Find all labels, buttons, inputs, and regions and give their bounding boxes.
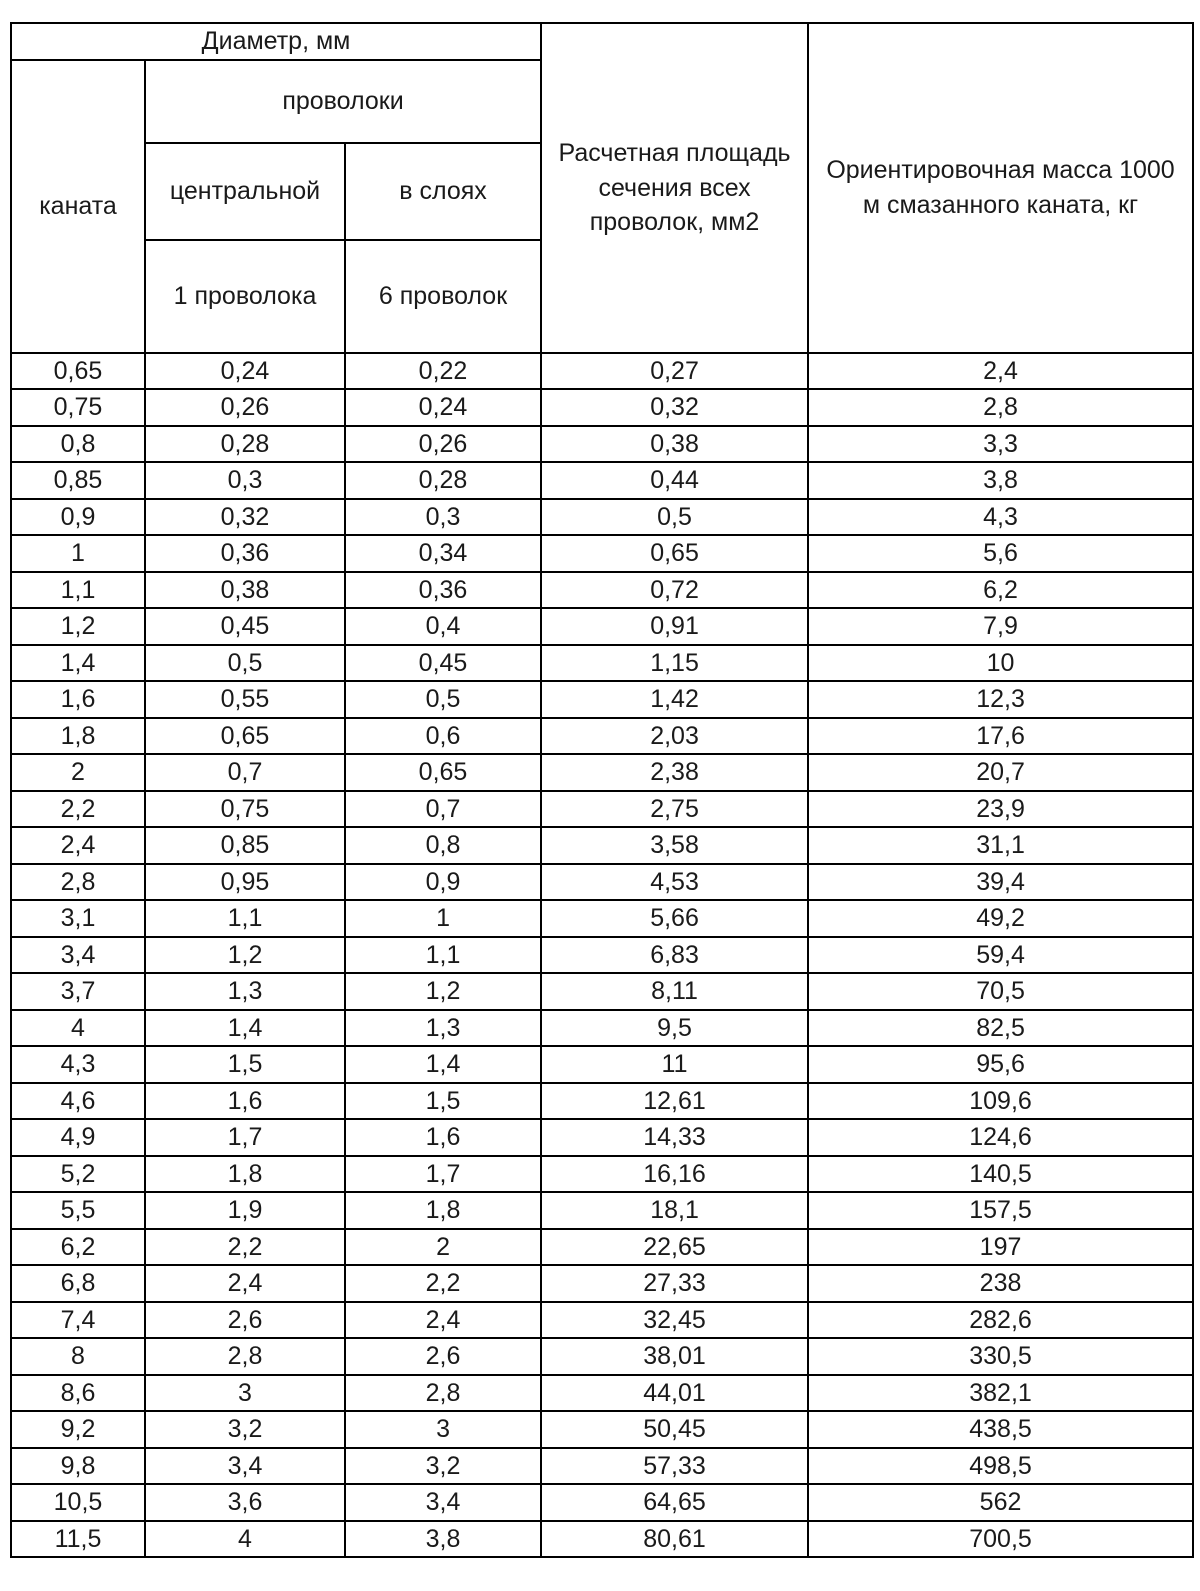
table-cell: 5,6 xyxy=(808,535,1193,572)
table-cell: 1,8 xyxy=(345,1192,541,1229)
table-row xyxy=(11,827,1193,864)
table-cell: 1,42 xyxy=(541,681,808,718)
table-row xyxy=(11,681,1193,718)
table-cell: 57,33 xyxy=(541,1448,808,1485)
table-cell: 3,2 xyxy=(145,1411,345,1448)
table-cell: 2,75 xyxy=(541,791,808,828)
table-cell: 0,32 xyxy=(541,389,808,426)
table-cell: 4,9 xyxy=(11,1119,145,1156)
table-row xyxy=(11,1265,1193,1302)
table-cell: 1,6 xyxy=(345,1119,541,1156)
table-cell: 3,7 xyxy=(11,973,145,1010)
table-row xyxy=(11,572,1193,609)
table-header xyxy=(11,23,1193,353)
table-cell: 23,9 xyxy=(808,791,1193,828)
table-row xyxy=(11,389,1193,426)
table-cell: 8,6 xyxy=(11,1375,145,1412)
table-cell: 5,5 xyxy=(11,1192,145,1229)
table-cell: 1,1 xyxy=(11,572,145,609)
table-cell: 16,16 xyxy=(541,1156,808,1193)
table-cell: 6,2 xyxy=(808,572,1193,609)
table-cell: 7,4 xyxy=(11,1302,145,1339)
table-row xyxy=(11,791,1193,828)
header-section-area: Расчетная площадь сечения всех проволок, мм2 xyxy=(541,23,808,353)
table-cell: 59,4 xyxy=(808,937,1193,974)
table-cell: 2,4 xyxy=(145,1265,345,1302)
header-one-wire: 1 проволока xyxy=(145,240,345,353)
table-cell: 0,38 xyxy=(145,572,345,609)
table-cell: 14,33 xyxy=(541,1119,808,1156)
table-cell: 12,61 xyxy=(541,1083,808,1120)
table-row xyxy=(11,973,1193,1010)
table-cell: 9,8 xyxy=(11,1448,145,1485)
table-cell: 4 xyxy=(145,1521,345,1558)
table-cell: 3 xyxy=(145,1375,345,1412)
table-cell: 27,33 xyxy=(541,1265,808,1302)
table-cell: 1,9 xyxy=(145,1192,345,1229)
table-cell: 80,61 xyxy=(541,1521,808,1558)
table-cell: 0,9 xyxy=(11,499,145,536)
table-cell: 2,2 xyxy=(11,791,145,828)
table-row xyxy=(11,1156,1193,1193)
table-cell: 1,6 xyxy=(145,1083,345,1120)
table-cell: 562 xyxy=(808,1484,1193,1521)
table-row xyxy=(11,462,1193,499)
table-row xyxy=(11,1484,1193,1521)
table-cell: 0,91 xyxy=(541,608,808,645)
table-cell: 1,4 xyxy=(145,1010,345,1047)
table-row xyxy=(11,937,1193,974)
table-cell: 0,65 xyxy=(541,535,808,572)
table-row xyxy=(11,754,1193,791)
table-cell: 0,38 xyxy=(541,426,808,463)
table-cell: 2,4 xyxy=(11,827,145,864)
table-cell: 1,2 xyxy=(11,608,145,645)
table-cell: 157,5 xyxy=(808,1192,1193,1229)
table-cell: 3,4 xyxy=(11,937,145,974)
table-cell: 2,6 xyxy=(345,1338,541,1375)
table-cell: 0,5 xyxy=(541,499,808,536)
table-cell: 2,4 xyxy=(808,353,1193,390)
table-row xyxy=(11,426,1193,463)
table-row xyxy=(11,864,1193,901)
table-body xyxy=(11,353,1193,1558)
table-cell: 1,2 xyxy=(145,937,345,974)
table-row xyxy=(11,353,1193,390)
table-row xyxy=(11,499,1193,536)
header-central-wire: центральной xyxy=(145,143,345,240)
table-cell: 10 xyxy=(808,645,1193,682)
table-cell: 0,24 xyxy=(345,389,541,426)
table-cell: 0,32 xyxy=(145,499,345,536)
table-cell: 0,85 xyxy=(11,462,145,499)
table-cell: 0,36 xyxy=(145,535,345,572)
table-cell: 2,8 xyxy=(145,1338,345,1375)
table-cell: 4 xyxy=(11,1010,145,1047)
table-cell: 0,3 xyxy=(145,462,345,499)
table-cell: 3,1 xyxy=(11,900,145,937)
table-cell: 0,8 xyxy=(345,827,541,864)
table-cell: 1,4 xyxy=(345,1046,541,1083)
table-cell: 1,7 xyxy=(145,1119,345,1156)
table-cell: 4,53 xyxy=(541,864,808,901)
table-cell: 3,8 xyxy=(808,462,1193,499)
table-cell: 0,7 xyxy=(345,791,541,828)
table-cell: 2 xyxy=(11,754,145,791)
table-cell: 6,83 xyxy=(541,937,808,974)
header-rope-diameter: каната xyxy=(11,60,145,353)
header-six-wires: 6 проволок xyxy=(345,240,541,353)
table-cell: 49,2 xyxy=(808,900,1193,937)
table-cell: 700,5 xyxy=(808,1521,1193,1558)
table-cell: 70,5 xyxy=(808,973,1193,1010)
table-cell: 95,6 xyxy=(808,1046,1193,1083)
table-cell: 0,28 xyxy=(345,462,541,499)
table-cell: 6,2 xyxy=(11,1229,145,1266)
table-cell: 0,26 xyxy=(145,389,345,426)
table-row xyxy=(11,1192,1193,1229)
table-cell: 38,01 xyxy=(541,1338,808,1375)
header-wires-group: проволоки xyxy=(145,60,541,143)
table-row xyxy=(11,1083,1193,1120)
table-cell: 3,4 xyxy=(345,1484,541,1521)
table-cell: 0,45 xyxy=(145,608,345,645)
table-cell: 1,8 xyxy=(145,1156,345,1193)
table-cell: 0,28 xyxy=(145,426,345,463)
table-cell: 11 xyxy=(541,1046,808,1083)
table-cell: 6,8 xyxy=(11,1265,145,1302)
table-cell: 4,3 xyxy=(11,1046,145,1083)
table-row xyxy=(11,1302,1193,1339)
table-cell: 8 xyxy=(11,1338,145,1375)
table-cell: 382,1 xyxy=(808,1375,1193,1412)
table-cell: 0,34 xyxy=(345,535,541,572)
table-cell: 197 xyxy=(808,1229,1193,1266)
table-cell: 17,6 xyxy=(808,718,1193,755)
table-cell: 0,24 xyxy=(145,353,345,390)
table-cell: 3,8 xyxy=(345,1521,541,1558)
table-cell: 0,75 xyxy=(145,791,345,828)
table-cell: 5,2 xyxy=(11,1156,145,1193)
table-cell: 1,5 xyxy=(145,1046,345,1083)
table-cell: 2,2 xyxy=(345,1265,541,1302)
table-cell: 5,66 xyxy=(541,900,808,937)
table-cell: 0,8 xyxy=(11,426,145,463)
header-diameter-group: Диаметр, мм xyxy=(11,23,541,60)
table-cell: 31,1 xyxy=(808,827,1193,864)
table-cell: 3 xyxy=(345,1411,541,1448)
table-cell: 2,38 xyxy=(541,754,808,791)
table-cell: 0,65 xyxy=(345,754,541,791)
table-cell: 282,6 xyxy=(808,1302,1193,1339)
table-cell: 1,2 xyxy=(345,973,541,1010)
table-row xyxy=(11,1229,1193,1266)
wire-rope-table xyxy=(10,22,1194,1558)
table-cell: 1,3 xyxy=(145,973,345,1010)
table-cell: 238 xyxy=(808,1265,1193,1302)
table-cell: 438,5 xyxy=(808,1411,1193,1448)
table-cell: 12,3 xyxy=(808,681,1193,718)
table-row xyxy=(11,1411,1193,1448)
table-cell: 2,03 xyxy=(541,718,808,755)
table-cell: 2,6 xyxy=(145,1302,345,1339)
table-cell: 18,1 xyxy=(541,1192,808,1229)
table-cell: 64,65 xyxy=(541,1484,808,1521)
table-cell: 2,8 xyxy=(345,1375,541,1412)
table-cell: 9,5 xyxy=(541,1010,808,1047)
table-cell: 0,3 xyxy=(345,499,541,536)
table-row xyxy=(11,1119,1193,1156)
table-cell: 32,45 xyxy=(541,1302,808,1339)
table-cell: 3,4 xyxy=(145,1448,345,1485)
table-row xyxy=(11,608,1193,645)
table-cell: 2,4 xyxy=(345,1302,541,1339)
table-cell: 22,65 xyxy=(541,1229,808,1266)
table-cell: 3,2 xyxy=(345,1448,541,1485)
table-cell: 4,6 xyxy=(11,1083,145,1120)
table-cell: 2,2 xyxy=(145,1229,345,1266)
table-cell: 0,72 xyxy=(541,572,808,609)
table-row xyxy=(11,645,1193,682)
table-cell: 1,6 xyxy=(11,681,145,718)
header-row-diameter xyxy=(11,23,1193,60)
table-cell: 2,8 xyxy=(11,864,145,901)
table-cell: 9,2 xyxy=(11,1411,145,1448)
table-cell: 0,22 xyxy=(345,353,541,390)
table-cell: 1 xyxy=(11,535,145,572)
table-cell: 0,95 xyxy=(145,864,345,901)
header-layer-wires: в слоях xyxy=(345,143,541,240)
table-cell: 0,55 xyxy=(145,681,345,718)
table-cell: 8,11 xyxy=(541,973,808,1010)
table-cell: 0,85 xyxy=(145,827,345,864)
table-cell: 1,15 xyxy=(541,645,808,682)
table-cell: 44,01 xyxy=(541,1375,808,1412)
table-cell: 0,6 xyxy=(345,718,541,755)
table-cell: 0,44 xyxy=(541,462,808,499)
table-row xyxy=(11,535,1193,572)
table-cell: 0,27 xyxy=(541,353,808,390)
table-cell: 1,8 xyxy=(11,718,145,755)
table-cell: 498,5 xyxy=(808,1448,1193,1485)
header-mass-per-1000m: Ориентировочная масса 1000 м смазанного каната, кг xyxy=(808,23,1193,353)
table-cell: 0,5 xyxy=(345,681,541,718)
table-cell: 10,5 xyxy=(11,1484,145,1521)
table-cell: 1,1 xyxy=(145,900,345,937)
table-row xyxy=(11,1010,1193,1047)
table-cell: 82,5 xyxy=(808,1010,1193,1047)
table-cell: 0,5 xyxy=(145,645,345,682)
table-cell: 0,75 xyxy=(11,389,145,426)
table-cell: 0,26 xyxy=(345,426,541,463)
table-cell: 330,5 xyxy=(808,1338,1193,1375)
table-cell: 0,4 xyxy=(345,608,541,645)
table-cell: 3,58 xyxy=(541,827,808,864)
table-cell: 1,3 xyxy=(345,1010,541,1047)
table-row xyxy=(11,900,1193,937)
table-cell: 0,36 xyxy=(345,572,541,609)
table-cell: 11,5 xyxy=(11,1521,145,1558)
table-cell: 1,5 xyxy=(345,1083,541,1120)
table-cell: 7,9 xyxy=(808,608,1193,645)
table-cell: 0,7 xyxy=(145,754,345,791)
table-cell: 0,65 xyxy=(11,353,145,390)
table-cell: 124,6 xyxy=(808,1119,1193,1156)
table-cell: 0,45 xyxy=(345,645,541,682)
table-cell: 3,3 xyxy=(808,426,1193,463)
table-row xyxy=(11,1046,1193,1083)
table-row xyxy=(11,718,1193,755)
table-cell: 50,45 xyxy=(541,1411,808,1448)
table-cell: 2 xyxy=(345,1229,541,1266)
table-cell: 1,4 xyxy=(11,645,145,682)
table-cell: 0,9 xyxy=(345,864,541,901)
table-row xyxy=(11,1521,1193,1558)
table-row xyxy=(11,1375,1193,1412)
table-row xyxy=(11,1338,1193,1375)
table-cell: 3,6 xyxy=(145,1484,345,1521)
table-cell: 0,65 xyxy=(145,718,345,755)
table-cell: 1 xyxy=(345,900,541,937)
table-cell: 140,5 xyxy=(808,1156,1193,1193)
table-cell: 2,8 xyxy=(808,389,1193,426)
table-cell: 4,3 xyxy=(808,499,1193,536)
table-cell: 20,7 xyxy=(808,754,1193,791)
table-row xyxy=(11,1448,1193,1485)
table-cell: 109,6 xyxy=(808,1083,1193,1120)
table-cell: 1,7 xyxy=(345,1156,541,1193)
table-cell: 1,1 xyxy=(345,937,541,974)
table-cell: 39,4 xyxy=(808,864,1193,901)
